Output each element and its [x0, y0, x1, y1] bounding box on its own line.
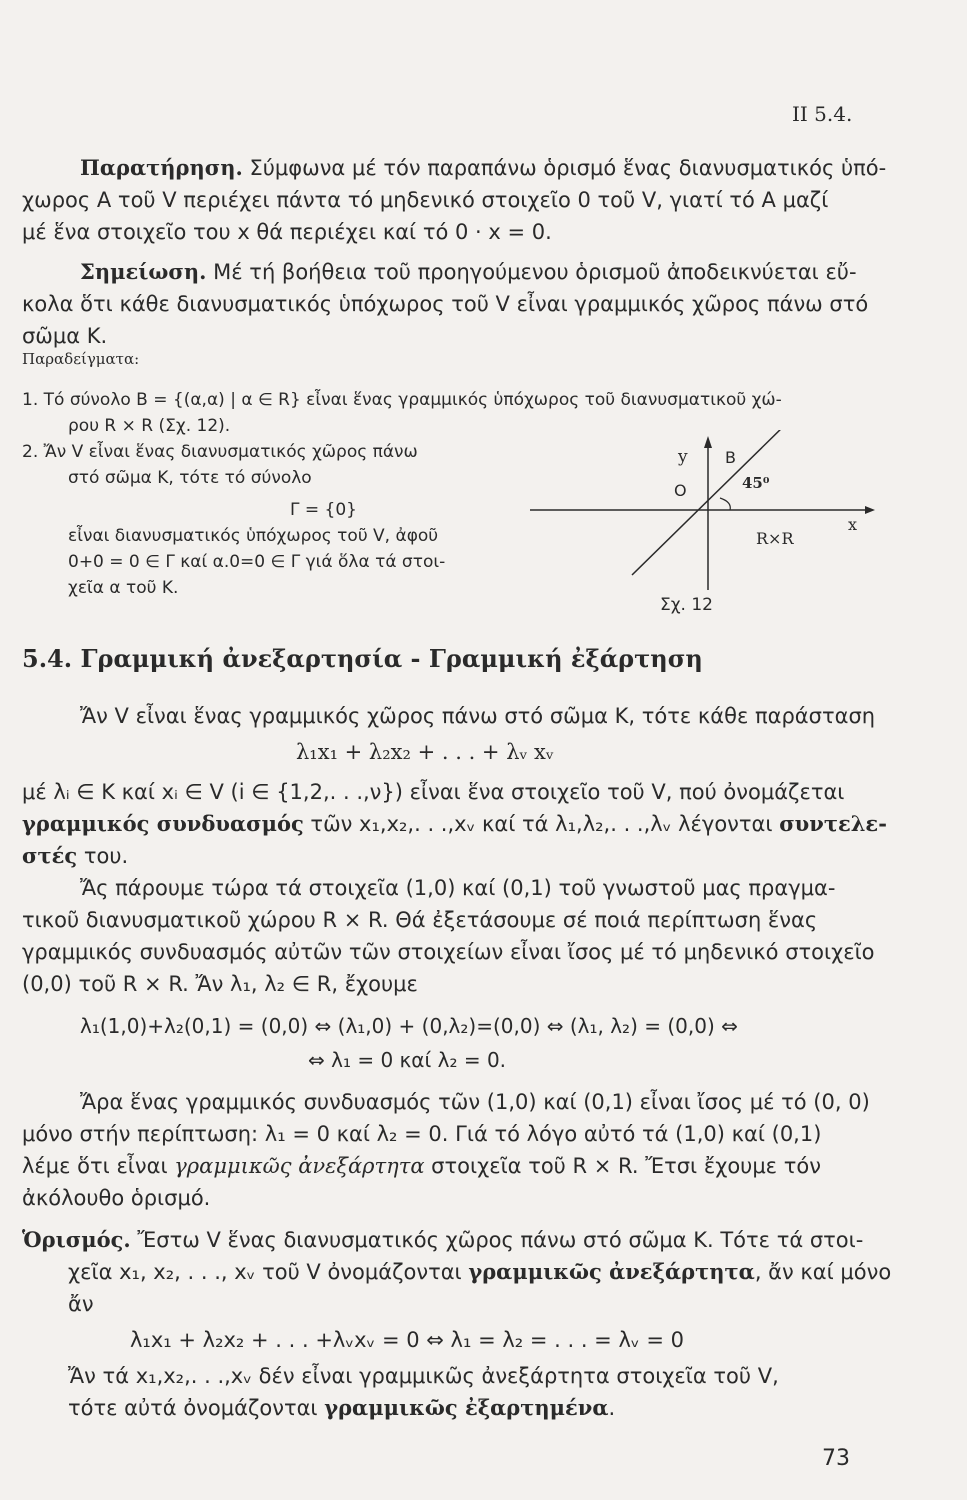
page-number: 73 [822, 1446, 850, 1471]
remark-label: Παρατήρηση. [80, 155, 243, 180]
examples-label: Παραδείγματα: [22, 350, 140, 368]
subspace-b-line [632, 430, 788, 575]
example-2-line-1: 2. Ἄν V εἶναι ἕνας διανυσματικός χῶρος πάνω [22, 442, 418, 462]
x-axis-label: x [848, 515, 858, 534]
example-2-gamma: Γ = {0} [290, 500, 357, 520]
paragraph-3-line-2: τικοῦ διανυσματικοῦ χώρου R × R. Θά ἐξετάσουμε σέ ποιά περίπτωση ἕνας [22, 908, 818, 932]
definition-label: Ὁρισμός. [22, 1227, 131, 1252]
definition-line-5: τότε αὐτά ὀνομάζονται γραμμικῶς ἐξαρτημένα. [68, 1395, 616, 1420]
equation-2-line-1: λ₁(1,0)+λ₂(0,1) = (0,0) ⇔ (λ₁,0) + (0,λ₂)=(0,0) ⇔ (λ₁, λ₂) = (0,0) ⇔ [80, 1014, 738, 1038]
equation-1: λ₁x₁ + λ₂x₂ + . . . + λᵥ xᵥ [296, 740, 554, 764]
definition-line-1: Ὁρισμός. Ἔστω V ἕνας διανυσματικός χῶρος πάνω στό σῶμα K. Τότε τά στοι- [22, 1227, 864, 1252]
y-axis-label: y [678, 447, 688, 467]
section-number: II 5.4. [792, 102, 853, 126]
y-axis-arrow [704, 436, 712, 448]
note-line-1: Σημείωση. Μέ τή βοήθεια τοῦ προηγούμενου ὁρισμοῦ ἀποδεικνύεται εὔ- [80, 259, 857, 284]
x-axis-arrow [865, 506, 875, 514]
rxr-label: R×R [756, 529, 794, 548]
paragraph-4-line-3: λέμε ὅτι εἶναι γραμμικῶς ἀνεξάρτητα στοιχεῖα τοῦ R × R. Ἔτσι ἔχουμε τόν [22, 1154, 821, 1178]
example-1-line-1: 1. Τό σύνολο B = {(α,α) | α ∈ R} εἶναι ἕνας γραμμικός ὑπόχωρος τοῦ διανυσματικοῦ χώ- [22, 390, 782, 410]
section-heading: 5.4. Γραμμική ἀνεξαρτησία - Γραμμική ἐξάρτηση [22, 644, 703, 673]
definition-line-4: Ἄν τά x₁,x₂,. . .,xᵥ δέν εἶναι γραμμικῶς ἀνεξάρτητα στοιχεῖα τοῦ V, [68, 1364, 779, 1388]
example-2-line-6: χεῖα α τοῦ K. [68, 578, 179, 598]
figure-12 [520, 430, 880, 630]
paragraph-2-line-1: μέ λᵢ ∈ K καί xᵢ ∈ V (i ∈ {1,2,. . .,ν}) εἶναι ἕνα στοιχεῖο τοῦ V, πού ὀνομάζεται [22, 780, 845, 804]
equation-2-line-2: ⇔ λ₁ = 0 καί λ₂ = 0. [308, 1048, 507, 1072]
paragraph-4-line-1: Ἄρα ἕνας γραμμικός συνδυασμός τῶν (1,0) καί (0,1) εἶναι ἴσος μέ τό (0, 0) [80, 1090, 870, 1114]
example-2-line-5: 0+0 = 0 ∈ Γ καί α.0=0 ∈ Γ γιά ὅλα τά στοι- [68, 552, 446, 572]
paragraph-3-line-4: (0,0) τοῦ R × R. Ἄν λ₁, λ₂ ∈ R, ἔχουμε [22, 972, 418, 996]
example-1-line-2: ρου R × R (Σχ. 12). [68, 416, 231, 436]
example-2-line-4: εἶναι διανυσματικός ὑπόχωρος τοῦ V, ἀφοῦ [68, 526, 439, 546]
paragraph-3-line-3: γραμμικός συνδυασμός αὐτῶν τῶν στοιχείων εἶναι ἴσος μέ τό μηδενικό στοιχεῖο [22, 940, 875, 964]
definition-equation: λ₁x₁ + λ₂x₂ + . . . +λᵥxᵥ = 0 ⇔ λ₁ = λ₂ = . . . = λᵥ = 0 [130, 1328, 684, 1352]
paragraph-4-line-4: ἀκόλουθο ὁρισμό. [22, 1186, 211, 1210]
definition-line-2: χεῖα x₁, x₂, . . ., xᵥ τοῦ V ὀνομάζονται γραμμικῶς ἀνεξάρτητα, ἄν καί μόνο [68, 1259, 892, 1284]
note-line-3: σῶμα K. [22, 324, 108, 348]
origin-label: O [674, 481, 687, 500]
example-2-line-2: στό σῶμα K, τότε τό σύνολο [68, 468, 312, 488]
figure-caption: Σχ. 12 [660, 595, 714, 615]
paragraph-2-line-2: γραμμικός συνδυασμός τῶν x₁,x₂,. . .,xᵥ καί τά λ₁,λ₂,. . .,λᵥ λέγονται συντελε- [22, 811, 887, 836]
definition-line-3: ἄν [68, 1292, 94, 1316]
paragraph-4-line-2: μόνο στήν περίπτωση: λ₁ = 0 καί λ₂ = 0. Γιά τό λόγο αὐτό τά (1,0) καί (0,1) [22, 1122, 822, 1146]
note-label: Σημείωση. [80, 259, 207, 284]
note-line-2: κολα ὅτι κάθε διανυσματικός ὑπόχωρος τοῦ V εἶναι γραμμικός χῶρος πάνω στό [22, 292, 869, 316]
paragraph-2-line-3: στές του. [22, 843, 129, 868]
angle-label: 45⁰ [742, 474, 770, 492]
angle-arc [720, 498, 730, 510]
paragraph-3-line-1: Ἄς πάρουμε τώρα τά στοιχεῖα (1,0) καί (0,1) τοῦ γνωστοῦ μας πραγμα- [80, 876, 836, 900]
remark-line-1: Παρατήρηση. Σύμφωνα μέ τόν παραπάνω ὁρισμό ἕνας διανυσματικός ὑπό- [80, 155, 887, 180]
remark-line-3: μέ ἕνα στοιχεῖο του x θά περιέχει καί τό 0 · x = 0. [22, 220, 552, 244]
b-line-label: B [725, 448, 736, 467]
paragraph-1: Ἄν V εἶναι ἕνας γραμμικός χῶρος πάνω στό σῶμα K, τότε κάθε παράσταση [80, 704, 876, 728]
remark-line-2: χωρος A τοῦ V περιέχει πάντα τό μηδενικό στοιχεῖο 0 τοῦ V, γιατί τό A μαζί [22, 188, 829, 212]
